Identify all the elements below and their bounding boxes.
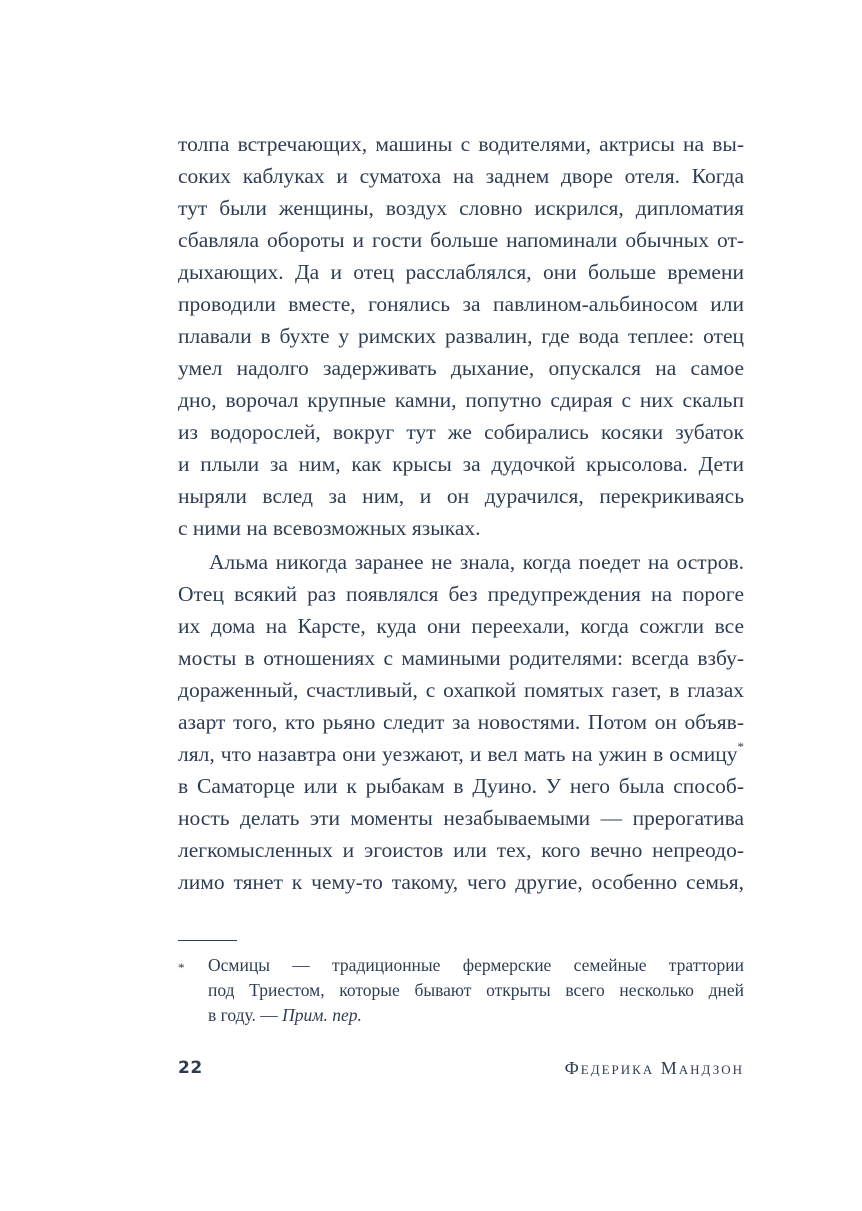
body-line: в Саматорце или к рыбакам в Дуино. У него была способ- — [178, 774, 744, 798]
body-line: и плыли за ним, как крысы за дудочкой крысолова. Дети — [178, 452, 744, 476]
body-line: ныряли вслед за ним, и он дурачился, перекрикиваясь — [178, 484, 744, 508]
body-line: с ними на всевозможных языках. — [178, 516, 481, 540]
body-line: мосты в отношениях с мамиными родителями: всегда взбу- — [178, 646, 744, 670]
body-line: азарт того, кто рьяно следит за новостями. Потом он объяв- — [178, 710, 744, 734]
footnote-translator-note: Прим. пер. — [282, 1005, 362, 1025]
body-line-paragraph-start: Альма никогда заранее не знала, когда поедет на остров. — [209, 550, 744, 574]
body-line: лимо тянет к чему-то такому, чего другие, особенно семья, — [178, 870, 744, 894]
footnote-marker: * — [737, 739, 744, 754]
body-line: дно, ворочал крупные камни, попутно сдирая с них скальп — [178, 388, 744, 412]
body-line: плавали в бухте у римских развалин, где вода теплее: отец — [178, 324, 744, 348]
body-line: из водорослей, вокруг тут же собирались косяки зубаток — [178, 420, 744, 444]
body-line: сбавляла обороты и гости больше напоминали обычных от- — [178, 228, 744, 252]
body-line: ность делать эти моменты незабываемыми — прерогатива — [178, 806, 744, 830]
body-line: тут были женщины, воздух словно искрился, дипломатия — [178, 196, 744, 220]
body-line: Отец всякий раз появлялся без предупреждения на пороге — [178, 582, 744, 606]
body-line: соких каблуках и суматоха на заднем дворе отеля. Когда — [178, 164, 744, 188]
footnote-rule — [178, 940, 237, 941]
body-line: легкомысленных и эгоистов или тех, кого вечно непреодо- — [178, 838, 744, 862]
body-line: доpаженный, счастливый, с охапкой помятых газет, в глазах — [178, 678, 744, 702]
footnote-star: * — [178, 960, 185, 975]
body-line: толпа встречающих, машины с водителями, актрисы на вы- — [178, 132, 744, 156]
body-line: умел надолго задерживать дыхание, опускался на самое — [178, 356, 744, 380]
footnote-line-last — [208, 1003, 744, 1028]
body-line-with-footnote — [178, 738, 744, 770]
footnote-line: Осмицы — традиционные фермерские семейные траттории — [208, 955, 744, 975]
footnote-line: под Триестом, которые бывают открыты всего несколько дней — [208, 980, 744, 1000]
running-head-author: Федерика Мандзон — [564, 1058, 744, 1078]
page-number: 22 — [178, 1058, 203, 1078]
body-line: дыхающих. Да и отец расслаблялся, они больше времени — [178, 260, 744, 284]
footnote-text: в году. — — [208, 1005, 283, 1025]
body-line: проводили вместе, гонялись за павлином-альбиносом или — [178, 292, 744, 316]
body-line-text: лял, что назавтра они уезжают, и вел мать на ужин в осмицу — [178, 742, 738, 766]
body-line: их дома на Карсте, куда они переехали, когда сожгли все — [178, 614, 744, 638]
